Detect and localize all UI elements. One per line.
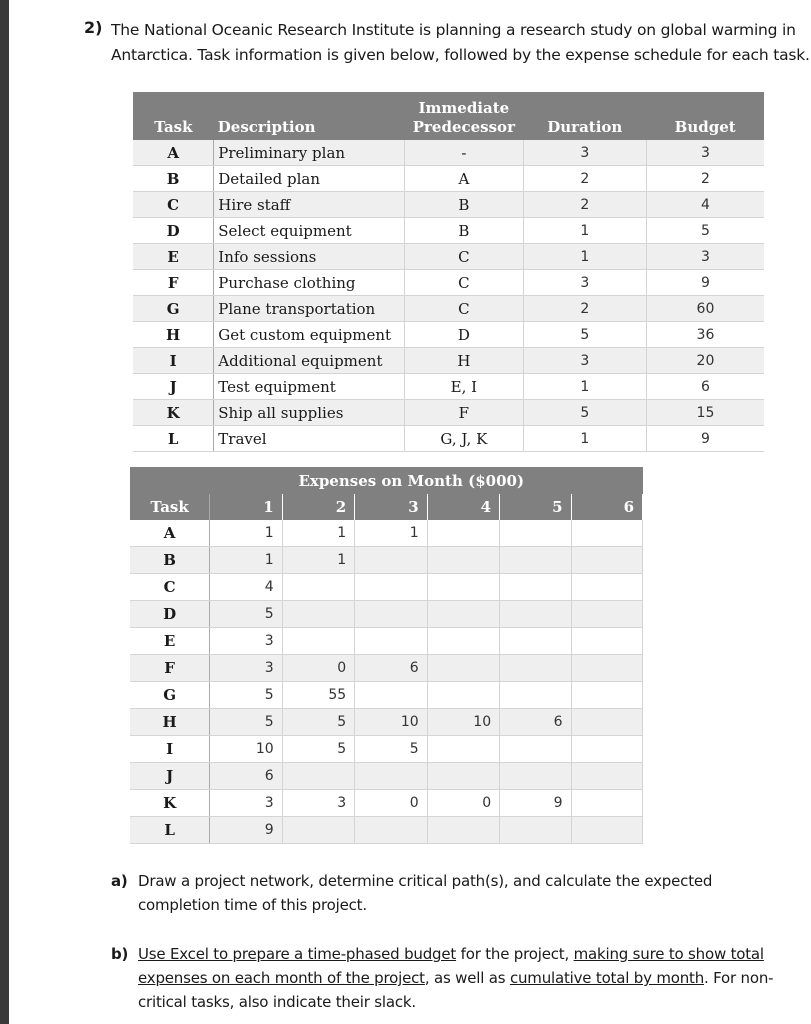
expense-row (130, 547, 643, 574)
expense-month-4-cell (427, 547, 499, 574)
part-b-underline-2: making sure to show total (573, 945, 764, 963)
expense-month-3-cell: 1 (355, 520, 427, 547)
expense-month-3-cell (355, 628, 427, 655)
task-id-cell: G (133, 296, 214, 322)
expense-month-1-cell: 3 (210, 790, 282, 817)
task-description-cell: Test equipment (214, 374, 405, 400)
left-edge-bar (0, 0, 9, 1024)
task-duration-cell: 3 (523, 140, 646, 166)
task-id-cell: D (133, 218, 214, 244)
task-row (133, 140, 764, 166)
expense-month-3-cell: 0 (355, 790, 427, 817)
task-predecessor-cell: - (405, 140, 524, 166)
expense-month-3-cell (355, 817, 427, 844)
task-description-cell: Get custom equipment (214, 322, 405, 348)
task-duration-cell: 3 (523, 270, 646, 296)
part-b-underline-3: expenses on each month of the project (138, 969, 425, 987)
header-predecessor-line-1: Immediate (418, 99, 510, 117)
task-description-cell: Info sessions (214, 244, 405, 270)
part-b-text-2: , as well as (424, 969, 510, 987)
expense-month-1-cell: 5 (210, 682, 282, 709)
expense-month-6-cell (571, 655, 642, 682)
task-budget-cell: 36 (646, 322, 764, 348)
expense-month-4-cell (427, 520, 499, 547)
expense-row (130, 601, 643, 628)
task-description-cell: Plane transportation (214, 296, 405, 322)
task-description-cell: Travel (214, 426, 405, 452)
part-b-label: b) (111, 945, 129, 963)
task-predecessor-cell: H (405, 348, 524, 374)
task-duration-cell: 1 (523, 218, 646, 244)
expense-month-1-cell: 3 (210, 628, 282, 655)
task-budget-cell: 4 (646, 192, 764, 218)
expense-month-3-cell: 6 (355, 655, 427, 682)
task-description-cell: Detailed plan (214, 166, 405, 192)
expense-task-cell: K (130, 790, 210, 817)
task-row (133, 270, 764, 296)
expense-month-5-cell (500, 682, 571, 709)
expense-month-5-cell (500, 628, 571, 655)
expense-month-2-cell (282, 574, 354, 601)
expense-task-cell: B (130, 547, 210, 574)
expense-month-3-cell (355, 547, 427, 574)
expense-schedule-table (130, 467, 643, 844)
task-description-cell: Preliminary plan (214, 140, 405, 166)
expense-task-cell: L (130, 817, 210, 844)
part-b-line-3: critical tasks, also indicate their slack. (138, 993, 416, 1011)
expense-task-cell: D (130, 601, 210, 628)
task-table-header-row (133, 92, 764, 140)
task-id-cell: K (133, 400, 214, 426)
expense-task-cell: I (130, 736, 210, 763)
expense-month-6-cell (571, 763, 642, 790)
task-row (133, 348, 764, 374)
expense-month-6-cell (571, 790, 642, 817)
expense-month-5-cell (500, 547, 571, 574)
expense-month-1-cell: 1 (210, 520, 282, 547)
task-predecessor-cell: B (405, 218, 524, 244)
expense-month-1-cell: 5 (210, 601, 282, 628)
part-b (111, 942, 801, 1017)
expense-month-2-cell: 5 (282, 709, 354, 736)
expense-month-2-cell: 5 (282, 736, 354, 763)
part-b-text-1: for the project, (456, 945, 574, 963)
task-budget-cell: 5 (646, 218, 764, 244)
expense-row (130, 763, 643, 790)
task-budget-cell: 3 (646, 244, 764, 270)
part-a-line-1: Draw a project network, determine critical path(s), and calculate the expected (138, 872, 713, 890)
expense-month-4-cell (427, 763, 499, 790)
expense-row (130, 628, 643, 655)
task-predecessor-cell: C (405, 244, 524, 270)
task-predecessor-cell: F (405, 400, 524, 426)
expense-month-6-cell (571, 601, 642, 628)
task-duration-cell: 1 (523, 244, 646, 270)
expense-header-task: Task (130, 494, 210, 520)
expense-row (130, 655, 643, 682)
task-predecessor-cell: B (405, 192, 524, 218)
task-row (133, 322, 764, 348)
expense-month-2-cell (282, 763, 354, 790)
expense-row (130, 682, 643, 709)
task-predecessor-cell: D (405, 322, 524, 348)
expense-month-6-cell (571, 574, 642, 601)
task-description-cell: Hire staff (214, 192, 405, 218)
expense-month-1-cell: 1 (210, 547, 282, 574)
expense-month-3-cell (355, 682, 427, 709)
expense-month-3-cell (355, 601, 427, 628)
expense-month-2-cell: 0 (282, 655, 354, 682)
expense-month-4-cell (427, 682, 499, 709)
task-budget-cell: 20 (646, 348, 764, 374)
part-a-line-2: completion time of this project. (138, 896, 367, 914)
expense-month-4-cell (427, 628, 499, 655)
expense-month-4-cell: 10 (427, 709, 499, 736)
expense-header-month-5: 5 (500, 494, 571, 520)
expense-task-cell: H (130, 709, 210, 736)
task-row (133, 166, 764, 192)
expense-month-1-cell: 10 (210, 736, 282, 763)
expense-month-4-cell (427, 601, 499, 628)
header-budget: Budget (646, 92, 764, 140)
task-information-table (133, 92, 764, 452)
task-row (133, 218, 764, 244)
expense-month-5-cell (500, 655, 571, 682)
part-b-text (138, 942, 773, 1014)
expense-month-4-cell: 0 (427, 790, 499, 817)
task-budget-cell: 2 (646, 166, 764, 192)
part-b-underline-4: cumulative total by month (509, 969, 705, 987)
question-line-2: Antarctica. Task information is given below, followed by the expense schedule for each task. (111, 46, 810, 64)
part-a-text (138, 869, 712, 917)
expense-month-5-cell (500, 601, 571, 628)
task-id-cell: C (133, 192, 214, 218)
task-budget-cell: 9 (646, 270, 764, 296)
expense-month-5-cell (500, 817, 571, 844)
expense-month-4-cell (427, 574, 499, 601)
expense-header-month-4: 4 (427, 494, 499, 520)
task-predecessor-cell: C (405, 270, 524, 296)
task-duration-cell: 3 (523, 348, 646, 374)
expense-month-4-cell (427, 817, 499, 844)
task-predecessor-cell: A (405, 166, 524, 192)
question-line-1: The National Oceanic Research Institute is planning a research study on global warming in (111, 21, 796, 39)
task-budget-cell: 60 (646, 296, 764, 322)
header-duration: Duration (523, 92, 646, 140)
task-id-cell: F (133, 270, 214, 296)
expense-month-3-cell (355, 574, 427, 601)
task-description-cell: Purchase clothing (214, 270, 405, 296)
expense-month-6-cell (571, 520, 642, 547)
expense-month-6-cell (571, 628, 642, 655)
task-row (133, 192, 764, 218)
expense-month-1-cell: 3 (210, 655, 282, 682)
task-description-cell: Ship all supplies (214, 400, 405, 426)
task-predecessor-cell: E, I (405, 374, 524, 400)
expense-month-2-cell: 55 (282, 682, 354, 709)
expense-month-5-cell: 6 (500, 709, 571, 736)
question-text (111, 18, 810, 68)
task-row (133, 426, 764, 452)
expense-task-cell: E (130, 628, 210, 655)
expense-month-1-cell: 5 (210, 709, 282, 736)
expense-month-1-cell: 4 (210, 574, 282, 601)
expense-task-cell: J (130, 763, 210, 790)
expense-month-5-cell (500, 736, 571, 763)
expense-month-4-cell (427, 736, 499, 763)
expense-month-3-cell (355, 763, 427, 790)
task-predecessor-cell: G, J, K (405, 426, 524, 452)
expense-month-3-cell: 5 (355, 736, 427, 763)
task-row (133, 374, 764, 400)
task-budget-cell: 6 (646, 374, 764, 400)
expense-month-6-cell (571, 817, 642, 844)
expense-row (130, 790, 643, 817)
expense-row (130, 817, 643, 844)
expense-month-2-cell: 1 (282, 520, 354, 547)
header-task: Task (133, 92, 214, 140)
expense-month-2-cell: 1 (282, 547, 354, 574)
expense-header-row (130, 494, 643, 520)
header-predecessor-line-2: Predecessor (412, 118, 515, 136)
task-duration-cell: 5 (523, 400, 646, 426)
expense-table-title: Expenses on Month ($000) (130, 467, 643, 494)
expense-month-5-cell: 9 (500, 790, 571, 817)
part-b-line-1 (138, 942, 773, 966)
task-duration-cell: 2 (523, 296, 646, 322)
task-id-cell: H (133, 322, 214, 348)
expense-task-cell: A (130, 520, 210, 547)
expense-month-1-cell: 9 (210, 817, 282, 844)
task-row (133, 400, 764, 426)
task-id-cell: E (133, 244, 214, 270)
task-description-cell: Select equipment (214, 218, 405, 244)
expense-task-cell: G (130, 682, 210, 709)
expense-month-2-cell (282, 817, 354, 844)
task-duration-cell: 5 (523, 322, 646, 348)
expense-header-month-1: 1 (210, 494, 282, 520)
task-id-cell: J (133, 374, 214, 400)
expense-task-cell: C (130, 574, 210, 601)
task-description-cell: Additional equipment (214, 348, 405, 374)
expense-row (130, 520, 643, 547)
header-description: Description (214, 92, 405, 140)
task-duration-cell: 2 (523, 166, 646, 192)
task-duration-cell: 1 (523, 426, 646, 452)
task-id-cell: B (133, 166, 214, 192)
expense-month-5-cell (500, 574, 571, 601)
task-budget-cell: 3 (646, 140, 764, 166)
part-b-line-2 (138, 966, 773, 990)
expense-header-month-6: 6 (571, 494, 642, 520)
header-predecessor (405, 92, 524, 140)
expense-month-6-cell (571, 709, 642, 736)
expense-month-6-cell (571, 547, 642, 574)
expense-header-month-3: 3 (355, 494, 427, 520)
expense-month-3-cell: 10 (355, 709, 427, 736)
expense-title-row (130, 467, 643, 494)
expense-month-1-cell: 6 (210, 763, 282, 790)
expense-month-5-cell (500, 520, 571, 547)
task-id-cell: I (133, 348, 214, 374)
expense-row (130, 574, 643, 601)
expense-month-6-cell (571, 736, 642, 763)
task-row (133, 244, 764, 270)
expense-header-month-2: 2 (282, 494, 354, 520)
task-duration-cell: 1 (523, 374, 646, 400)
part-a-label: a) (111, 872, 128, 890)
task-duration-cell: 2 (523, 192, 646, 218)
part-b-underline-1: Use Excel to prepare a time-phased budget (138, 945, 457, 963)
task-budget-cell: 15 (646, 400, 764, 426)
expense-month-2-cell: 3 (282, 790, 354, 817)
question-number: 2) (84, 18, 103, 37)
expense-month-5-cell (500, 763, 571, 790)
expense-month-2-cell (282, 601, 354, 628)
part-b-text-3: . For non- (704, 969, 774, 987)
task-id-cell: L (133, 426, 214, 452)
expense-row (130, 709, 643, 736)
task-id-cell: A (133, 140, 214, 166)
expense-task-cell: F (130, 655, 210, 682)
task-budget-cell: 9 (646, 426, 764, 452)
expense-row (130, 736, 643, 763)
expense-month-6-cell (571, 682, 642, 709)
expense-month-2-cell (282, 628, 354, 655)
task-row (133, 296, 764, 322)
task-predecessor-cell: C (405, 296, 524, 322)
expense-month-4-cell (427, 655, 499, 682)
part-a (111, 869, 791, 919)
